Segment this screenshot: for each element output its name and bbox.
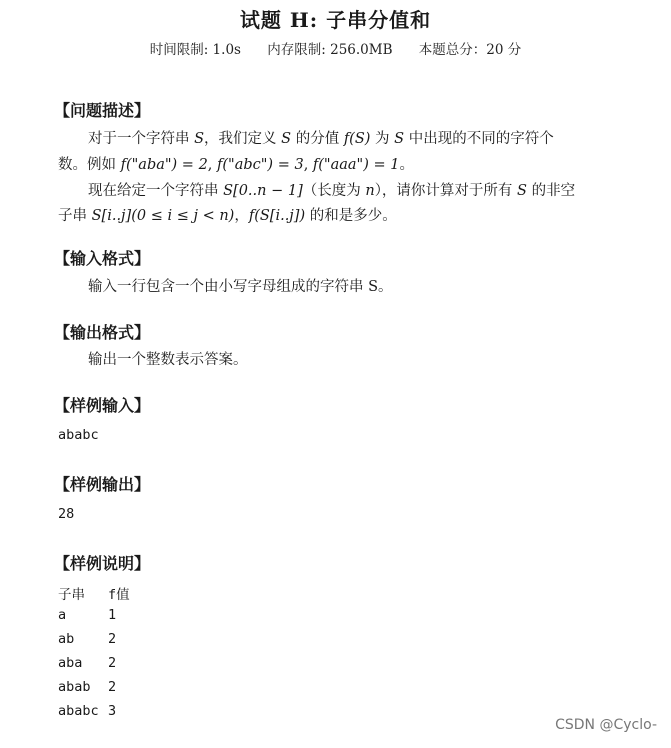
- table-header-substring: 子串: [58, 587, 85, 603]
- problem-meta: [0, 38, 671, 58]
- table-cell-substring: ab: [58, 631, 75, 647]
- table-row: [58, 631, 130, 655]
- output-format-heading: 【输出格式】: [54, 323, 151, 342]
- table-row: [58, 703, 130, 727]
- sample-table: [58, 583, 130, 727]
- input-format-heading: 【输入格式】: [54, 249, 151, 268]
- table-row: [58, 607, 130, 631]
- table-cell-fvalue: 3: [108, 703, 117, 719]
- sample-output-code: 28: [58, 506, 75, 522]
- table-cell-substring: aba: [58, 655, 83, 671]
- sample-explanation-heading: 【样例说明】: [54, 554, 151, 573]
- description-line-2: 数。例如 f("aba") = 2, f("abc") = 3, f("aaa") = 1。: [58, 157, 414, 173]
- watermark: CSDN @Cyclo-: [555, 717, 657, 733]
- table-cell-substring: a: [58, 607, 67, 623]
- table-cell-fvalue: 1: [108, 607, 117, 623]
- table-cell-fvalue: 2: [108, 655, 117, 671]
- table-row: [58, 655, 130, 679]
- description-line-1: 对于一个字符串 S，我们定义 S 的分值 f(S) 为 S 中出现的不同的字符个: [88, 131, 554, 147]
- sample-input-heading: 【样例输入】: [54, 396, 151, 415]
- sample-input-code: ababc: [58, 427, 99, 443]
- memory-limit: 内存限制: 256.0MB: [267, 42, 393, 58]
- description-line-3: 现在给定一个字符串 S[0..n − 1]（长度为 n），请你计算对于所有 S 的非空: [88, 183, 576, 199]
- sample-output-heading: 【样例输出】: [54, 475, 151, 494]
- table-row: [58, 679, 130, 703]
- table-header-row: [58, 583, 130, 607]
- total-score: 本题总分：20 分: [418, 42, 522, 58]
- output-format-text: 输出一个整数表示答案。: [88, 352, 248, 368]
- input-format-text: 输入一行包含一个由小写字母组成的字符串 S。: [88, 279, 393, 295]
- table-cell-fvalue: 2: [108, 679, 117, 695]
- description-line-4: 子串 S[i..j](0 ≤ i ≤ j < n)，f(S[i..j]) 的和是多少。: [58, 208, 397, 224]
- description-heading: 【问题描述】: [54, 101, 151, 120]
- table-cell-fvalue: 2: [108, 631, 117, 647]
- time-limit: 时间限制: 1.0s: [149, 42, 241, 58]
- table-header-fvalue: f值: [108, 587, 130, 603]
- table-cell-substring: abab: [58, 679, 91, 695]
- page-title: 试题 H: 子串分值和: [239, 8, 432, 32]
- table-cell-substring: ababc: [58, 703, 99, 719]
